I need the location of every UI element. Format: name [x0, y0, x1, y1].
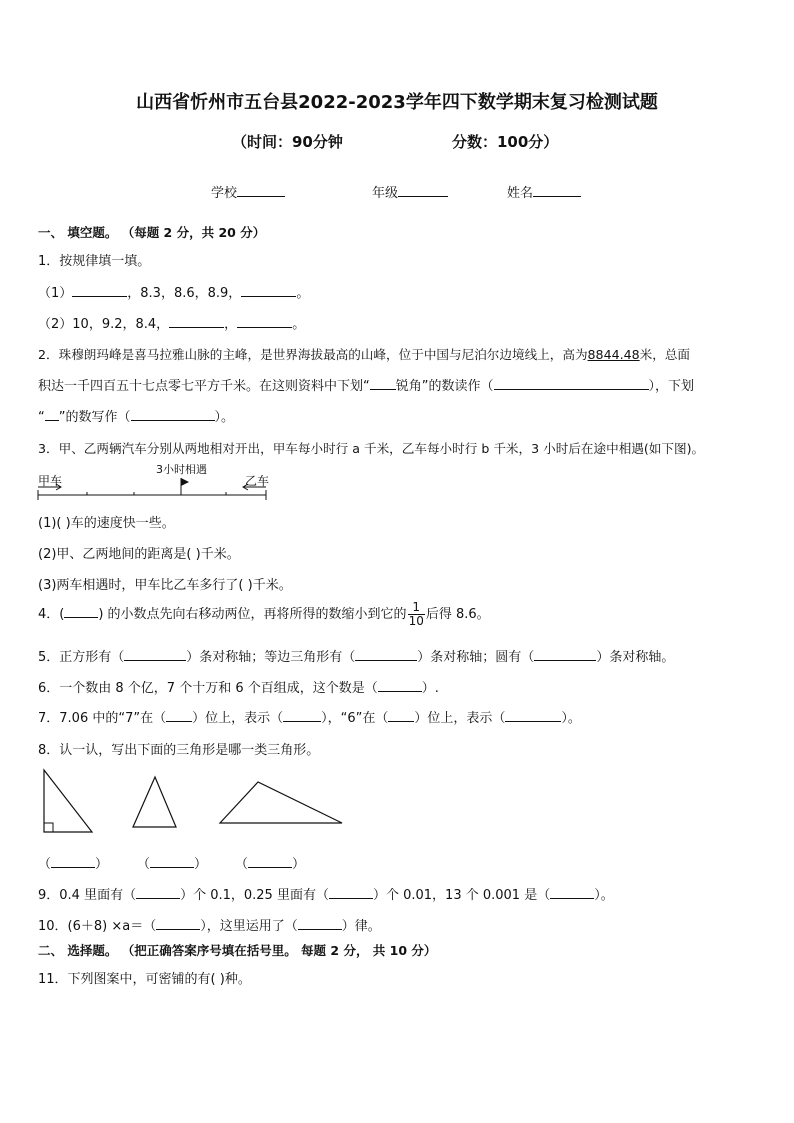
q10-line: 10．(6＋8) ×a＝（ ），这里运用了（ ）律。 — [38, 915, 381, 934]
q8-answer-2: （ ） — [137, 853, 207, 872]
q2-line-3: “ ”的数写作（ ）。 — [38, 406, 234, 425]
q2-height-value: 8844.48 — [587, 347, 640, 362]
q10-blank-1[interactable] — [156, 916, 200, 930]
car-b-label: 乙车 — [245, 474, 270, 488]
q9-blank-2[interactable] — [329, 885, 373, 899]
school-label: 学校 — [211, 186, 238, 201]
section-2-title: 二、 选择题。 （把正确答案序号填在括号里。 每题 2 分， 共 10 分） — [38, 943, 437, 958]
q10-blank-2[interactable] — [298, 916, 342, 930]
q1-part1: （1） ，8.3，8.6，8.9， 。 — [38, 282, 309, 301]
q9-line: 9．0.4 里面有（ ）个 0.1，0.25 里面有（ ）个 0.01，13 个 0.001 是（ ）。 — [38, 884, 614, 903]
q3-stem: 3．甲、乙两辆汽车分别从两地相对开出，甲车每小时行 a 千米，乙车每小时行 b 千米，3 小时后在途中相遇(如下图)。 — [38, 441, 705, 456]
exam-score: 分数：100分） — [452, 133, 559, 151]
acute-triangle — [133, 777, 176, 827]
car-a-label: 甲车 — [38, 474, 63, 488]
q1-stem: 1．按规律填一填。 — [38, 254, 151, 269]
q9-blank-1[interactable] — [136, 885, 180, 899]
q11-stem: 11．下列图案中，可密铺的有( )种。 — [38, 972, 251, 987]
q6-line: 6．一个数由 8 个亿，7 个十万和 6 个百组成，这个数是（ ）. — [38, 677, 439, 696]
q8-answer-3: （ ） — [235, 853, 305, 872]
q3-part3: (3)两车相遇时，甲车比乙车多行了( )千米。 — [38, 578, 292, 593]
name-label: 姓名 — [507, 186, 534, 201]
right-triangle — [44, 770, 92, 832]
q2-line-2: 积达一千四百五十七点零七平方千米。在这则资料中下划“ 锐角”的数读作（ ），下划 — [38, 375, 694, 394]
exam-time: （时间：90分钟 — [232, 133, 343, 151]
section-1-title: 一、 填空题。 （每题 2 分，共 20 分） — [38, 225, 266, 240]
q5-line: 5．正方形有（ ）条对称轴；等边三角形有（ ）条对称轴；圆有（ ）条对称轴。 — [38, 646, 674, 665]
meet-label: 3小时相遇 — [156, 463, 207, 476]
q4-line: 4．( ) 的小数点先向右移动两位，再将所得的数缩小到它的 $\frac{1}{10}$ 后得 8.6。 — [38, 600, 490, 628]
fraction: $\frac{1}{10}$ — [408, 600, 424, 628]
grade-label: 年级 — [372, 186, 399, 201]
page-title: 山西省忻州市五台县2022-2023学年四下数学期末复习检测试题 — [136, 92, 658, 113]
q2-line-1: 2．珠穆朗玛峰是喜马拉雅山脉的主峰，是世界海拔最高的山峰，位于中国与尼泊尔边境线上，高为8844.48米，总面 — [38, 347, 691, 362]
obtuse-triangle — [220, 782, 342, 823]
q7-line: 7．7.06 中的“7”在（ ）位上，表示（ ），“6”在（ ）位上，表示（ ）。 — [38, 707, 581, 726]
q8-answer-1: （ ） — [38, 853, 108, 872]
q3-part2: (2)甲、乙两地间的距离是( )千米。 — [38, 547, 240, 562]
q1-part2: （2）10，9.2，8.4， ， 。 — [38, 313, 305, 332]
q9-blank-3[interactable] — [550, 885, 594, 899]
q3-part1: (1)( )车的速度快一些。 — [38, 516, 175, 531]
q8-stem: 8．认一认，写出下面的三角形是哪一类三角形。 — [38, 743, 320, 758]
